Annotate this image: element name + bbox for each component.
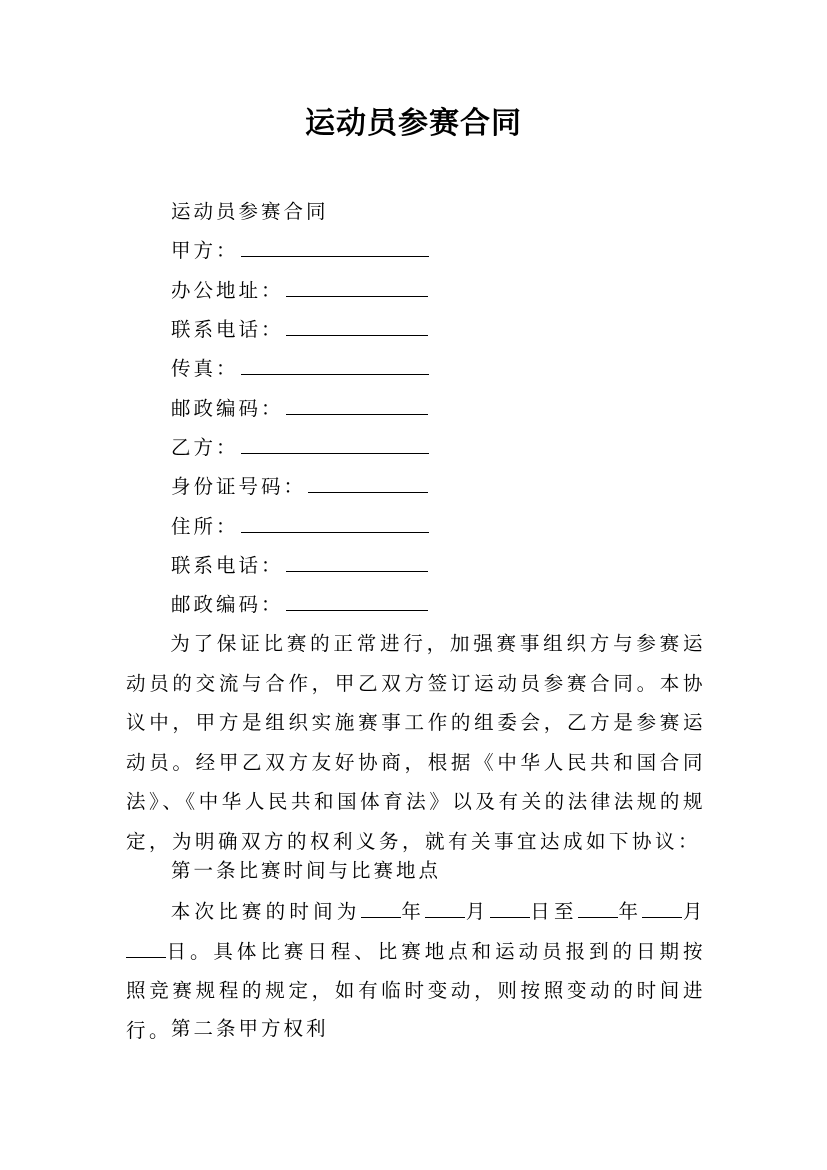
field-label: 办公地址： [171,279,284,302]
field-postcode-b [171,592,428,618]
fill-blank[interactable] [241,435,429,454]
field-label: 甲方： [171,239,239,262]
field-label: 邮政编码： [171,397,284,420]
text-segment: 日至 [529,900,578,923]
field-party-b [171,435,429,461]
fill-blank[interactable] [361,899,401,918]
fill-blank[interactable] [241,238,429,257]
fill-blank[interactable] [642,899,682,918]
text-segment: 本次比赛的时间为 [170,900,361,923]
article-2-title: 第二条甲方权利 [171,1017,329,1040]
field-label: 身份证号码： [171,475,307,498]
fill-blank[interactable] [241,514,429,533]
intro-paragraph [126,624,706,861]
fill-blank[interactable] [490,899,530,918]
fill-blank[interactable] [425,899,465,918]
fill-blank[interactable] [126,939,166,958]
field-label: 联系电话： [171,554,284,577]
field-party-a [171,238,429,264]
fill-blank[interactable] [286,317,428,336]
text-segment: 年 [400,900,426,923]
fill-blank[interactable] [286,592,428,611]
text-segment: 月 [682,900,706,923]
subtitle: 运动员参赛合同 [171,200,329,223]
field-phone-b [171,553,428,579]
field-label: 住所： [171,515,239,538]
field-fax [171,356,429,382]
document-title: 运动员参赛合同 [305,106,522,141]
fill-blank[interactable] [286,553,428,572]
field-postcode-a [171,396,428,422]
fill-blank[interactable] [578,899,618,918]
field-label: 邮政编码： [171,593,284,616]
intro-text: 为了保证比赛的正常进行，加强赛事组织方与参赛运动员的交流与合作，甲乙双方签订运动员参赛合同。本协议中，甲方是组织实施赛事工作的组委会，乙方是参赛运动员。经甲乙双方友好协商，根据《中华人民共和国合同法》、《中华人民共和国体育法》以及有关的法律法规的规定，为明确双方的权利义务，就有关事宜达成如下协议： [126,632,706,853]
field-id-number [171,474,428,500]
text-segment: 日。具体比赛日程、比赛地点和运动员报到的日期按照竞赛规程的规定，如有临时变动，则按照变动的时间进行。 [126,939,706,1042]
field-residence [171,514,429,540]
text-segment: 年 [617,900,643,923]
fill-blank[interactable] [286,396,428,415]
field-label: 传真： [171,357,239,380]
text-segment: 月 [465,900,490,923]
fill-blank[interactable] [286,278,428,297]
field-label: 乙方： [171,436,239,459]
field-phone-a [171,317,428,343]
article-1-title: 第一条比赛时间与比赛地点 [171,859,442,882]
fill-blank[interactable] [308,474,428,493]
fill-blank[interactable] [241,356,429,375]
field-label: 联系电话： [171,318,284,341]
field-office-address [171,278,428,304]
